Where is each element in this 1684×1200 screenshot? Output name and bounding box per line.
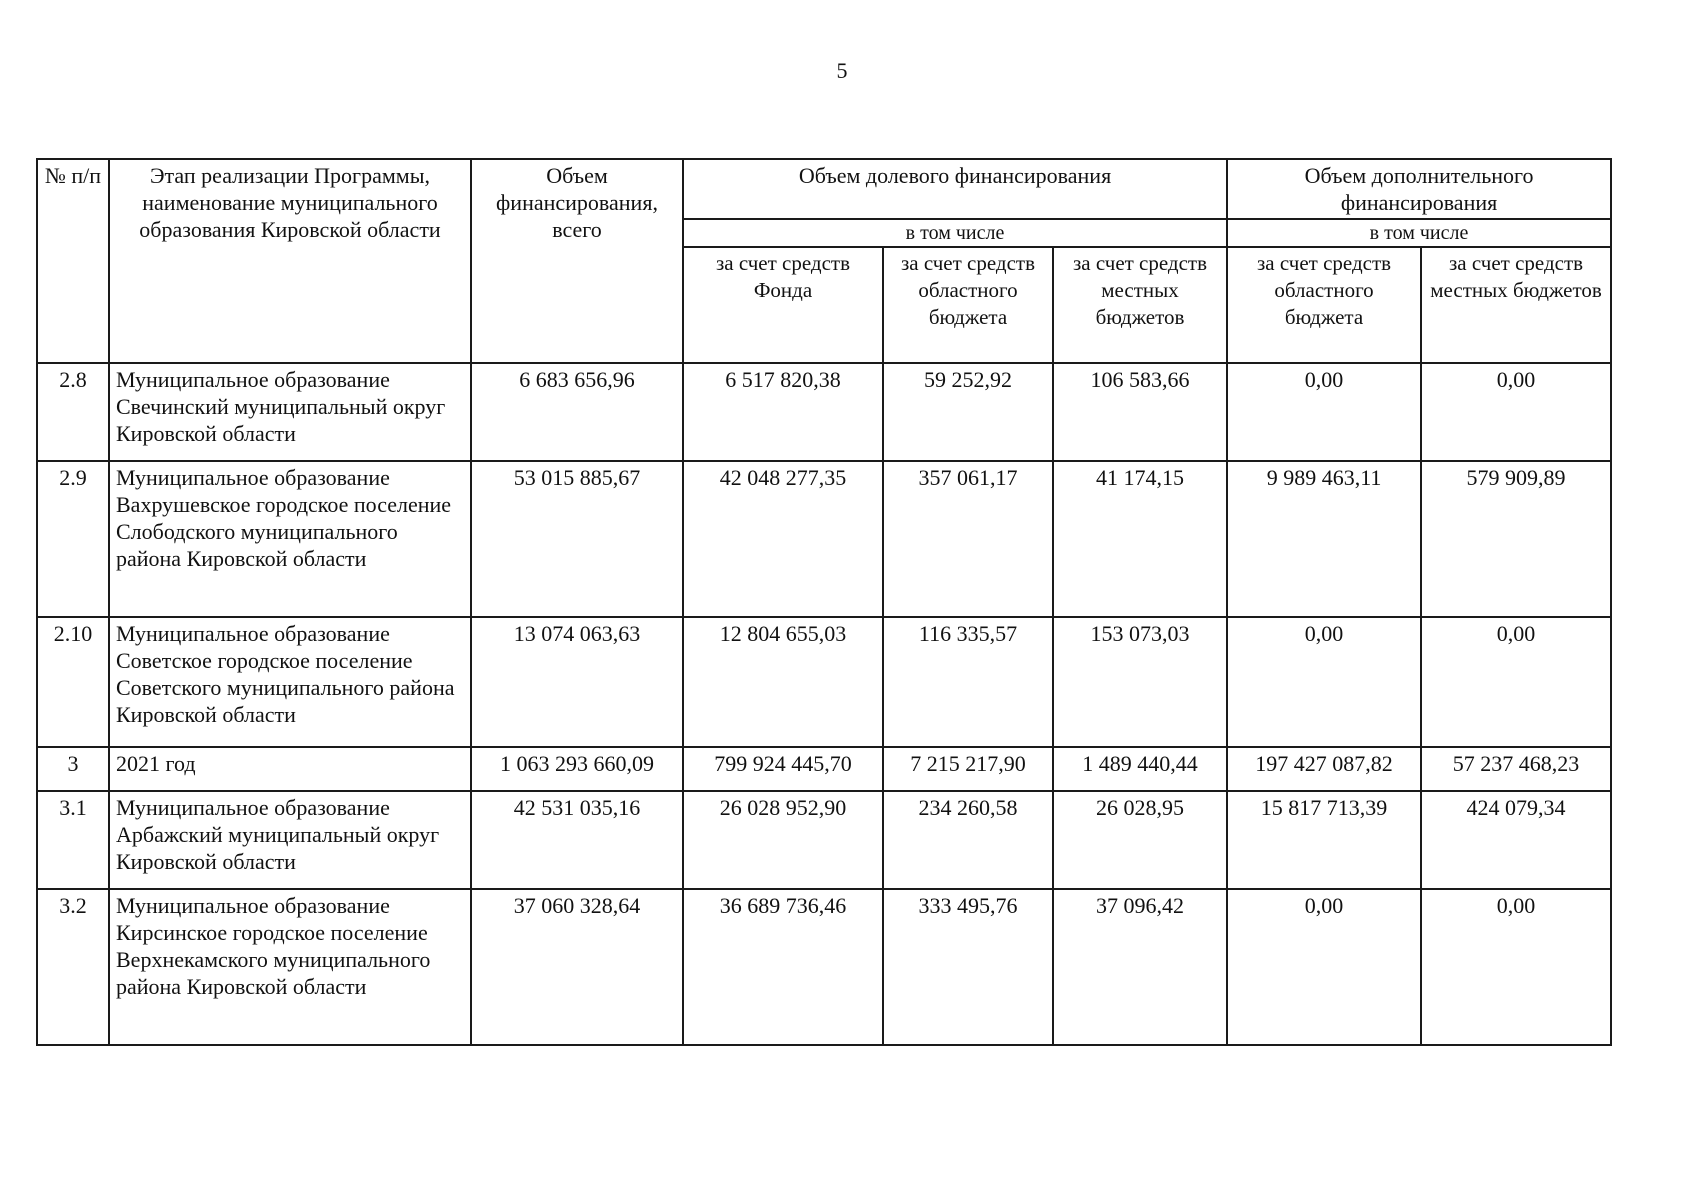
header-add-local: за счет средств местных бюджетов bbox=[1421, 247, 1611, 363]
cell-fund: 26 028 952,90 bbox=[683, 791, 883, 889]
cell-fund: 6 517 820,38 bbox=[683, 363, 883, 461]
cell-name: Муниципальное образование Арбажский муниципальный округ Кировской области bbox=[109, 791, 471, 889]
table-row bbox=[37, 617, 1611, 747]
cell-regional: 333 495,76 bbox=[883, 889, 1053, 1045]
cell-total: 6 683 656,96 bbox=[471, 363, 683, 461]
header-share-including: в том числе bbox=[683, 219, 1227, 247]
cell-num: 2.10 bbox=[37, 617, 109, 747]
cell-add-local: 0,00 bbox=[1421, 363, 1611, 461]
cell-local: 41 174,15 bbox=[1053, 461, 1227, 617]
cell-local: 106 583,66 bbox=[1053, 363, 1227, 461]
cell-num: 3.1 bbox=[37, 791, 109, 889]
cell-add-regional: 0,00 bbox=[1227, 617, 1421, 747]
header-stage: Этап реализации Программы, наименование муниципального образования Кировской области bbox=[109, 159, 471, 363]
cell-name: 2021 год bbox=[109, 747, 471, 791]
cell-regional: 234 260,58 bbox=[883, 791, 1053, 889]
header-total: Объем финансирования, всего bbox=[471, 159, 683, 363]
cell-add-regional: 15 817 713,39 bbox=[1227, 791, 1421, 889]
cell-fund: 36 689 736,46 bbox=[683, 889, 883, 1045]
cell-local: 1 489 440,44 bbox=[1053, 747, 1227, 791]
cell-add-local: 0,00 bbox=[1421, 617, 1611, 747]
cell-name: Муниципальное образование Свечинский муниципальный округ Кировской области bbox=[109, 363, 471, 461]
table-row bbox=[37, 889, 1611, 1045]
table-header bbox=[37, 159, 1611, 363]
cell-num: 3 bbox=[37, 747, 109, 791]
cell-add-regional: 0,00 bbox=[1227, 363, 1421, 461]
header-add-regional: за счет средств областного бюджета bbox=[1227, 247, 1421, 363]
table-row bbox=[37, 363, 1611, 461]
header-additional-group: Объем дополнительного финансирования bbox=[1227, 159, 1611, 219]
cell-add-local: 0,00 bbox=[1421, 889, 1611, 1045]
header-share-group: Объем долевого финансирования bbox=[683, 159, 1227, 219]
header-share-local: за счет средств местных бюджетов bbox=[1053, 247, 1227, 363]
header-num: № п/п bbox=[37, 159, 109, 363]
cell-name: Муниципальное образование Советское городское поселение Советского муниципального района Кировской области bbox=[109, 617, 471, 747]
cell-add-regional: 197 427 087,82 bbox=[1227, 747, 1421, 791]
header-additional-including: в том числе bbox=[1227, 219, 1611, 247]
cell-add-local: 424 079,34 bbox=[1421, 791, 1611, 889]
cell-add-regional: 9 989 463,11 bbox=[1227, 461, 1421, 617]
cell-total: 1 063 293 660,09 bbox=[471, 747, 683, 791]
cell-regional: 7 215 217,90 bbox=[883, 747, 1053, 791]
cell-total: 13 074 063,63 bbox=[471, 617, 683, 747]
cell-regional: 357 061,17 bbox=[883, 461, 1053, 617]
cell-fund: 799 924 445,70 bbox=[683, 747, 883, 791]
cell-local: 37 096,42 bbox=[1053, 889, 1227, 1045]
cell-regional: 59 252,92 bbox=[883, 363, 1053, 461]
cell-total: 53 015 885,67 bbox=[471, 461, 683, 617]
table-body bbox=[37, 363, 1611, 1045]
cell-num: 2.9 bbox=[37, 461, 109, 617]
table-row bbox=[37, 461, 1611, 617]
cell-num: 2.8 bbox=[37, 363, 109, 461]
cell-total: 37 060 328,64 bbox=[471, 889, 683, 1045]
cell-add-local: 579 909,89 bbox=[1421, 461, 1611, 617]
cell-name: Муниципальное образование Вахрушевское городское поселение Слободского муниципального района Кировской области bbox=[109, 461, 471, 617]
cell-total: 42 531 035,16 bbox=[471, 791, 683, 889]
financing-table bbox=[36, 158, 1612, 1046]
cell-num: 3.2 bbox=[37, 889, 109, 1045]
table-row bbox=[37, 791, 1611, 889]
table-row bbox=[37, 747, 1611, 791]
cell-add-regional: 0,00 bbox=[1227, 889, 1421, 1045]
cell-add-local: 57 237 468,23 bbox=[1421, 747, 1611, 791]
cell-fund: 12 804 655,03 bbox=[683, 617, 883, 747]
cell-local: 26 028,95 bbox=[1053, 791, 1227, 889]
cell-fund: 42 048 277,35 bbox=[683, 461, 883, 617]
page-number: 5 bbox=[836, 58, 848, 83]
cell-local: 153 073,03 bbox=[1053, 617, 1227, 747]
header-share-fund: за счет средств Фонда bbox=[683, 247, 883, 363]
cell-regional: 116 335,57 bbox=[883, 617, 1053, 747]
header-share-regional: за счет средств областного бюджета bbox=[883, 247, 1053, 363]
cell-name: Муниципальное образование Кирсинское городское поселение Верхнекамского муниципального района Кировской области bbox=[109, 889, 471, 1045]
